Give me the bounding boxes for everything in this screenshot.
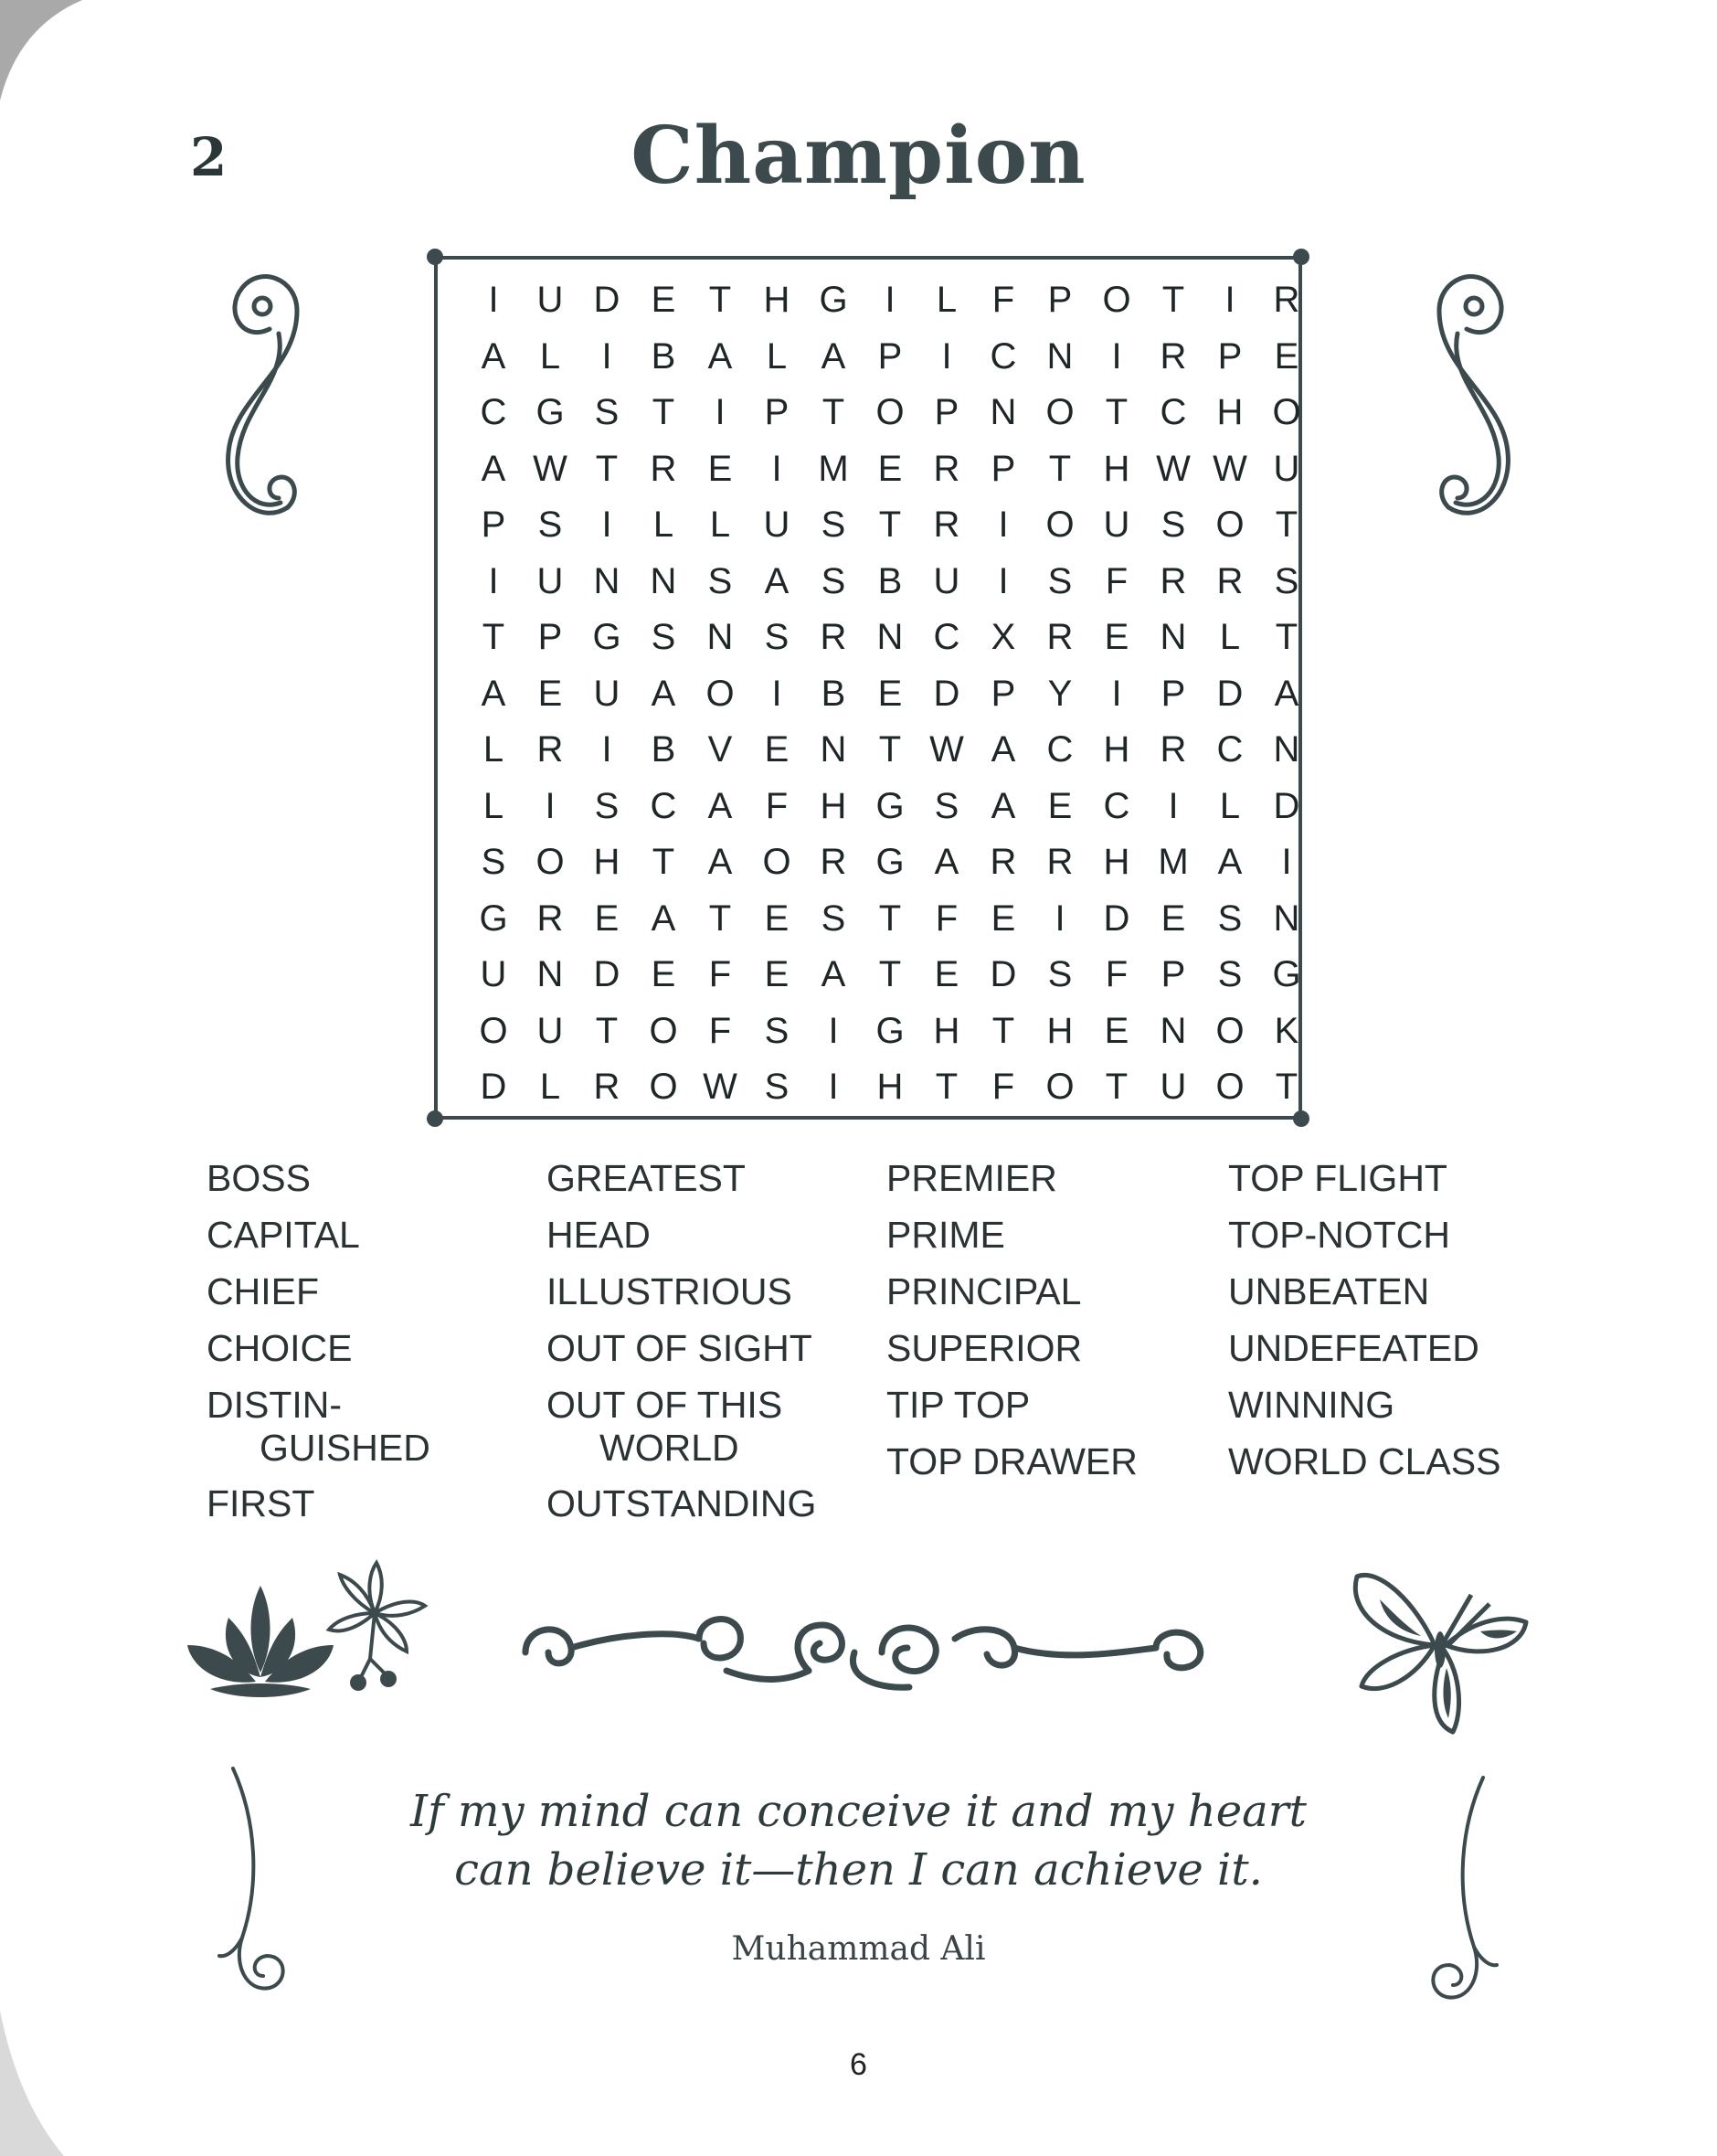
- grid-letter: I: [1111, 673, 1122, 714]
- butterfly-icon: [1343, 1558, 1535, 1741]
- word-list-column: [1228, 1150, 1557, 1490]
- grid-letter: T: [1161, 280, 1185, 321]
- grid-letter: E: [707, 448, 733, 489]
- grid-letter: E: [1104, 1010, 1129, 1051]
- grid-letter: I: [715, 392, 726, 433]
- grid-letter: C: [933, 617, 960, 658]
- grid-letter: D: [933, 673, 960, 714]
- grid-letter: G: [479, 897, 508, 939]
- grid-letter: O: [762, 842, 791, 883]
- grid-letter: I: [998, 560, 1009, 601]
- grid-letter: C: [1160, 392, 1187, 433]
- grid-letter: R: [1046, 842, 1074, 883]
- word-text: PRIME: [886, 1214, 1005, 1256]
- grid-letter: I: [545, 785, 556, 826]
- grid-letter: R: [1160, 729, 1187, 770]
- grid-letter: S: [481, 842, 506, 883]
- word-list-item: [546, 1206, 875, 1263]
- grid-letter: R: [820, 617, 847, 658]
- grid-letter: P: [1047, 280, 1073, 321]
- grid-letter: D: [1216, 673, 1244, 714]
- grid-letter: E: [991, 897, 1016, 939]
- word-list-item: [1228, 1320, 1557, 1376]
- grid-letter: L: [766, 335, 788, 377]
- grid-letter: B: [877, 560, 903, 601]
- word-text: TOP FLIGHT: [1228, 1157, 1447, 1199]
- word-text: UNDEFEATED: [1228, 1327, 1479, 1369]
- grid-letter: G: [875, 842, 905, 883]
- grid-letter: O: [649, 1010, 678, 1051]
- grid-letter: U: [536, 560, 564, 601]
- grid-letter: N: [1160, 617, 1187, 658]
- grid-letter: I: [1055, 897, 1065, 939]
- quote-line: If my mind can conceive it and my heart: [410, 1786, 1307, 1837]
- grid-letter: E: [651, 280, 676, 321]
- grid-letter: A: [991, 729, 1016, 770]
- grid-letter: I: [1281, 842, 1292, 883]
- word-list-item: [546, 1320, 875, 1376]
- grid-letter: I: [601, 729, 612, 770]
- grid-letter: H: [1103, 842, 1130, 883]
- word-text: OUT OF SIGHT: [546, 1327, 812, 1369]
- grid-letter: A: [707, 335, 733, 377]
- grid-letter: T: [878, 504, 902, 546]
- grid-letter: L: [709, 504, 731, 546]
- grid-letter: P: [991, 448, 1016, 489]
- grid-letter: D: [593, 954, 620, 995]
- grid-letter: I: [601, 504, 612, 546]
- grid-letter: K: [1274, 1010, 1299, 1051]
- grid-letter: O: [1045, 392, 1075, 433]
- grid-letter: C: [1103, 785, 1130, 826]
- grid-letter: H: [876, 1067, 904, 1108]
- grid-letter: I: [1224, 280, 1235, 321]
- grid-letter: T: [652, 392, 675, 433]
- grid-letter: E: [764, 729, 790, 770]
- grid-letter: W: [1213, 448, 1247, 489]
- grid-letter: L: [1219, 617, 1241, 658]
- grid-letter: U: [933, 560, 960, 601]
- grid-letter: D: [1103, 897, 1130, 939]
- grid-letter: A: [991, 785, 1016, 826]
- grid-letter: P: [481, 504, 506, 546]
- quote: [0, 1782, 1717, 1899]
- grid-letter: E: [764, 897, 790, 939]
- grid-letter: S: [1047, 954, 1073, 995]
- grid-letter: U: [763, 504, 790, 546]
- grid-letter: U: [536, 280, 564, 321]
- grid-letter: N: [650, 560, 677, 601]
- word-list-item: [207, 1475, 535, 1532]
- word-text: BOSS: [207, 1157, 311, 1199]
- grid-letter: A: [821, 335, 846, 377]
- grid-letter: H: [1103, 448, 1130, 489]
- scroll-divider-icon: [516, 1598, 1229, 1698]
- grid-letter: S: [821, 560, 846, 601]
- grid-letter: M: [1158, 842, 1189, 883]
- grid-letter: I: [1111, 335, 1122, 377]
- swirl-icon-right: [1421, 242, 1531, 544]
- grid-letter: T: [708, 897, 732, 939]
- grid-letter: E: [1161, 897, 1186, 939]
- grid-letter: E: [764, 954, 790, 995]
- grid-letter: A: [707, 842, 733, 883]
- grid-letter: G: [592, 617, 621, 658]
- grid-letter: P: [764, 392, 790, 433]
- grid-letter: R: [933, 504, 960, 546]
- grid-letter: D: [480, 1067, 507, 1108]
- word-text: UNBEATEN: [1228, 1270, 1430, 1312]
- grid-letter: F: [1105, 954, 1129, 995]
- grid-letter: L: [482, 785, 504, 826]
- grid-letter: R: [1160, 560, 1187, 601]
- grid-letter: O: [705, 673, 735, 714]
- word-text: TOP-NOTCH: [1228, 1214, 1450, 1256]
- grid-letter: C: [650, 785, 677, 826]
- grid-letter: H: [593, 842, 620, 883]
- grid-letter: R: [933, 448, 960, 489]
- grid-letter: C: [1216, 729, 1244, 770]
- grid-letter: O: [1102, 280, 1131, 321]
- grid-letter: A: [481, 448, 506, 489]
- grid-letter: W: [929, 729, 964, 770]
- grid-corner-dot: [427, 1110, 443, 1127]
- grid-letter: A: [651, 897, 676, 939]
- grid-letter: N: [820, 729, 847, 770]
- word-list-column: [546, 1150, 875, 1532]
- grid-letter: S: [707, 560, 733, 601]
- grid-letter: T: [1048, 448, 1072, 489]
- grid-letter: I: [601, 335, 612, 377]
- word-list-item: [207, 1376, 535, 1470]
- grid-letter: C: [1046, 729, 1074, 770]
- grid-letter: R: [536, 897, 564, 939]
- grid-corner-dot: [427, 249, 443, 265]
- grid-letter: T: [1275, 504, 1298, 546]
- grid-letter: R: [593, 1067, 620, 1108]
- word-text: OUTSTANDING: [546, 1482, 817, 1524]
- grid-letter: R: [990, 842, 1017, 883]
- word-list-item: [207, 1263, 535, 1320]
- puzzle-number: 2: [190, 126, 228, 188]
- word-list-item: [886, 1376, 1215, 1433]
- grid-letter: L: [539, 335, 561, 377]
- word-list-item: [207, 1320, 535, 1376]
- word-text: HEAD: [546, 1214, 651, 1256]
- grid-letter: R: [1216, 560, 1244, 601]
- word-list-column: [207, 1150, 535, 1532]
- word-list-item: [1228, 1206, 1557, 1263]
- grid-letter: S: [1161, 504, 1186, 546]
- word-text: CAPITAL: [207, 1214, 360, 1256]
- grid-letter: O: [649, 1067, 678, 1108]
- word-text: DISTIN-: [207, 1384, 343, 1426]
- grid-letter: E: [877, 673, 903, 714]
- grid-letter: E: [594, 897, 620, 939]
- grid-letter: N: [876, 617, 904, 658]
- grid-letter: A: [1217, 842, 1243, 883]
- grid-letter: T: [652, 842, 675, 883]
- grid-letter: N: [990, 392, 1017, 433]
- grid-letter: A: [1274, 673, 1299, 714]
- word-search-grid: [434, 256, 1302, 1120]
- grid-letter: O: [535, 842, 565, 883]
- grid-letter: G: [875, 1010, 905, 1051]
- page-number: 6: [850, 2047, 867, 2082]
- grid-letter: P: [537, 617, 563, 658]
- word-list-item: [207, 1206, 535, 1263]
- grid-letter: U: [1160, 1067, 1187, 1108]
- grid-letter: B: [651, 335, 676, 377]
- word-list-item: [1228, 1376, 1557, 1433]
- grid-letter: S: [537, 504, 563, 546]
- grid-letter: H: [1216, 392, 1244, 433]
- grid-letter: W: [1156, 448, 1191, 489]
- grid-letter: T: [1275, 617, 1298, 658]
- grid-letter: S: [764, 1010, 790, 1051]
- word-list: [0, 1150, 1717, 1534]
- grid-letter: O: [1272, 392, 1301, 433]
- grid-letter: V: [707, 729, 733, 770]
- word-list-item: [886, 1150, 1215, 1206]
- grid-letter: G: [535, 392, 565, 433]
- word-text: WINNING: [1228, 1384, 1395, 1426]
- word-text: TIP TOP: [886, 1384, 1031, 1426]
- word-list-item: [546, 1263, 875, 1320]
- grid-letter: M: [818, 448, 849, 489]
- grid-letter: T: [878, 729, 902, 770]
- grid-letter: U: [1103, 504, 1130, 546]
- word-list-item: [546, 1150, 875, 1206]
- flower-icon: [320, 1558, 429, 1705]
- grid-letter: R: [650, 448, 677, 489]
- grid-letter: H: [763, 280, 790, 321]
- grid-letter: N: [1160, 1010, 1187, 1051]
- grid-letter: T: [595, 1010, 619, 1051]
- grid-letter: H: [1103, 729, 1130, 770]
- grid-letter: A: [764, 560, 790, 601]
- grid-letter: E: [1104, 617, 1129, 658]
- grid-letter: A: [707, 785, 733, 826]
- grid-letter: S: [1047, 560, 1073, 601]
- grid-letter: T: [1105, 392, 1129, 433]
- grid-letter: S: [764, 617, 790, 658]
- grid-letter: S: [1217, 897, 1243, 939]
- word-list-item: [886, 1433, 1215, 1490]
- swirl-icon-left: [206, 242, 315, 544]
- grid-letter: I: [771, 673, 782, 714]
- word-list-item: [546, 1376, 875, 1470]
- grid-letter: B: [651, 729, 676, 770]
- lotus-icon: [183, 1554, 338, 1709]
- grid-letter: R: [820, 842, 847, 883]
- grid-letter: I: [488, 280, 499, 321]
- word-text: WORLD CLASS: [1228, 1440, 1501, 1482]
- grid-letter: A: [481, 673, 506, 714]
- word-text: CHOICE: [207, 1327, 353, 1369]
- grid-letter: H: [1046, 1010, 1074, 1051]
- word-list-column: [886, 1150, 1215, 1490]
- grid-letter: P: [991, 673, 1016, 714]
- grid-letter: T: [821, 392, 845, 433]
- word-list-item: [546, 1475, 875, 1532]
- word-text: PRINCIPAL: [886, 1270, 1082, 1312]
- grid-letter: A: [481, 335, 506, 377]
- grid-letter: L: [482, 729, 504, 770]
- grid-letter: N: [706, 617, 734, 658]
- grid-letter: R: [1273, 280, 1300, 321]
- grid-letter: O: [479, 1010, 508, 1051]
- grid-letter: P: [1161, 954, 1186, 995]
- word-list-item: [886, 1206, 1215, 1263]
- grid-letter: X: [991, 617, 1016, 658]
- grid-letter: H: [933, 1010, 960, 1051]
- word-list-item: [886, 1263, 1215, 1320]
- word-text: FIRST: [207, 1482, 315, 1524]
- grid-letter: H: [820, 785, 847, 826]
- grid-letter: E: [877, 448, 903, 489]
- grid-letter: U: [1273, 448, 1300, 489]
- word-list-item: [207, 1150, 535, 1206]
- grid-letter: S: [1217, 954, 1243, 995]
- grid-letter: T: [708, 280, 732, 321]
- grid-letter: O: [1045, 1067, 1075, 1108]
- word-text: GREATEST: [546, 1157, 746, 1199]
- grid-letter: W: [533, 448, 567, 489]
- grid-letter: P: [934, 392, 959, 433]
- grid-letter: R: [1046, 617, 1074, 658]
- grid-letter: I: [488, 560, 499, 601]
- word-list-item: [1228, 1150, 1557, 1206]
- grid-letter: N: [593, 560, 620, 601]
- word-text-continued: GUISHED: [260, 1427, 430, 1469]
- grid-letter: N: [536, 954, 564, 995]
- grid-letter: T: [1275, 1067, 1298, 1108]
- word-text-continued: WORLD: [599, 1427, 739, 1469]
- grid-letter: T: [1105, 1067, 1129, 1108]
- word-text: SUPERIOR: [886, 1327, 1083, 1369]
- word-text: TOP DRAWER: [886, 1440, 1138, 1482]
- grid-letter: U: [536, 1010, 564, 1051]
- grid-letter: L: [652, 504, 674, 546]
- grid-letter: S: [934, 785, 959, 826]
- grid-letter: T: [991, 1010, 1015, 1051]
- grid-letter: N: [1046, 335, 1074, 377]
- word-text: ILLUSTRIOUS: [546, 1270, 792, 1312]
- grid-corner-dot: [1293, 249, 1309, 265]
- grid-letter: P: [877, 335, 903, 377]
- grid-letter: E: [934, 954, 959, 995]
- grid-letter: W: [703, 1067, 737, 1108]
- word-text: PREMIER: [886, 1157, 1057, 1199]
- grid-letter: S: [594, 392, 620, 433]
- grid-letter: T: [482, 617, 505, 658]
- grid-letter: O: [875, 392, 905, 433]
- grid-letter: E: [651, 954, 676, 995]
- grid-letter: L: [936, 280, 958, 321]
- grid-letter: F: [991, 1067, 1015, 1108]
- quote-author: Muhammad Ali: [731, 1930, 986, 1968]
- grid-letter: I: [998, 504, 1009, 546]
- grid-letter: G: [875, 785, 905, 826]
- grid-letter: F: [708, 954, 732, 995]
- grid-letter: I: [1168, 785, 1179, 826]
- grid-letter: D: [1273, 785, 1300, 826]
- grid-letter: I: [771, 448, 782, 489]
- grid-letter: D: [990, 954, 1017, 995]
- grid-letter: S: [1274, 560, 1299, 601]
- grid-letter: L: [1219, 785, 1241, 826]
- grid-letter: T: [878, 954, 902, 995]
- grid-letter: E: [1047, 785, 1073, 826]
- grid-letter: E: [1274, 335, 1299, 377]
- grid-letter: P: [1217, 335, 1243, 377]
- grid-letter: N: [1273, 897, 1300, 939]
- word-text: CHIEF: [207, 1270, 319, 1312]
- grid-letter: T: [935, 1067, 959, 1108]
- grid-letter: P: [1161, 673, 1186, 714]
- grid-letter: A: [821, 954, 846, 995]
- grid-letter: L: [539, 1067, 561, 1108]
- grid-letter: C: [480, 392, 507, 433]
- grid-letter: E: [537, 673, 563, 714]
- grid-letter: D: [593, 280, 620, 321]
- grid-letter: A: [651, 673, 676, 714]
- word-text: OUT OF THIS: [546, 1384, 783, 1426]
- grid-letter: F: [991, 280, 1015, 321]
- word-list-item: [1228, 1263, 1557, 1320]
- grid-letter: N: [1273, 729, 1300, 770]
- grid-letter: G: [819, 280, 848, 321]
- grid-letter: O: [1215, 1010, 1245, 1051]
- word-list-item: [1228, 1433, 1557, 1490]
- grid-letter: Y: [1047, 673, 1073, 714]
- grid-letter: S: [821, 897, 846, 939]
- grid-letter: A: [934, 842, 959, 883]
- grid-letter: I: [828, 1010, 839, 1051]
- page-title: Champion: [631, 110, 1086, 202]
- grid-letter: R: [536, 729, 564, 770]
- grid-letter: F: [1105, 560, 1129, 601]
- grid-letter: F: [935, 897, 959, 939]
- grid-letter: R: [1160, 335, 1187, 377]
- grid-letter: O: [1215, 1067, 1245, 1108]
- letter-grid: [465, 272, 1315, 1116]
- grid-letter: S: [651, 617, 676, 658]
- grid-letter: U: [593, 673, 620, 714]
- grid-letter: I: [885, 280, 896, 321]
- grid-letter: S: [594, 785, 620, 826]
- grid-letter: G: [1272, 954, 1301, 995]
- grid-letter: B: [821, 673, 846, 714]
- grid-letter: S: [764, 1067, 790, 1108]
- word-list-item: [886, 1320, 1215, 1376]
- grid-letter: T: [595, 448, 619, 489]
- grid-letter: U: [480, 954, 507, 995]
- quote-line: can believe it—then I can achieve it.: [454, 1844, 1263, 1896]
- grid-letter: S: [821, 504, 846, 546]
- grid-letter: I: [941, 335, 952, 377]
- grid-letter: O: [1045, 504, 1075, 546]
- grid-letter: F: [708, 1010, 732, 1051]
- grid-letter: C: [990, 335, 1017, 377]
- grid-letter: F: [765, 785, 789, 826]
- grid-letter: I: [828, 1067, 839, 1108]
- grid-letter: O: [1215, 504, 1245, 546]
- grid-letter: T: [878, 897, 902, 939]
